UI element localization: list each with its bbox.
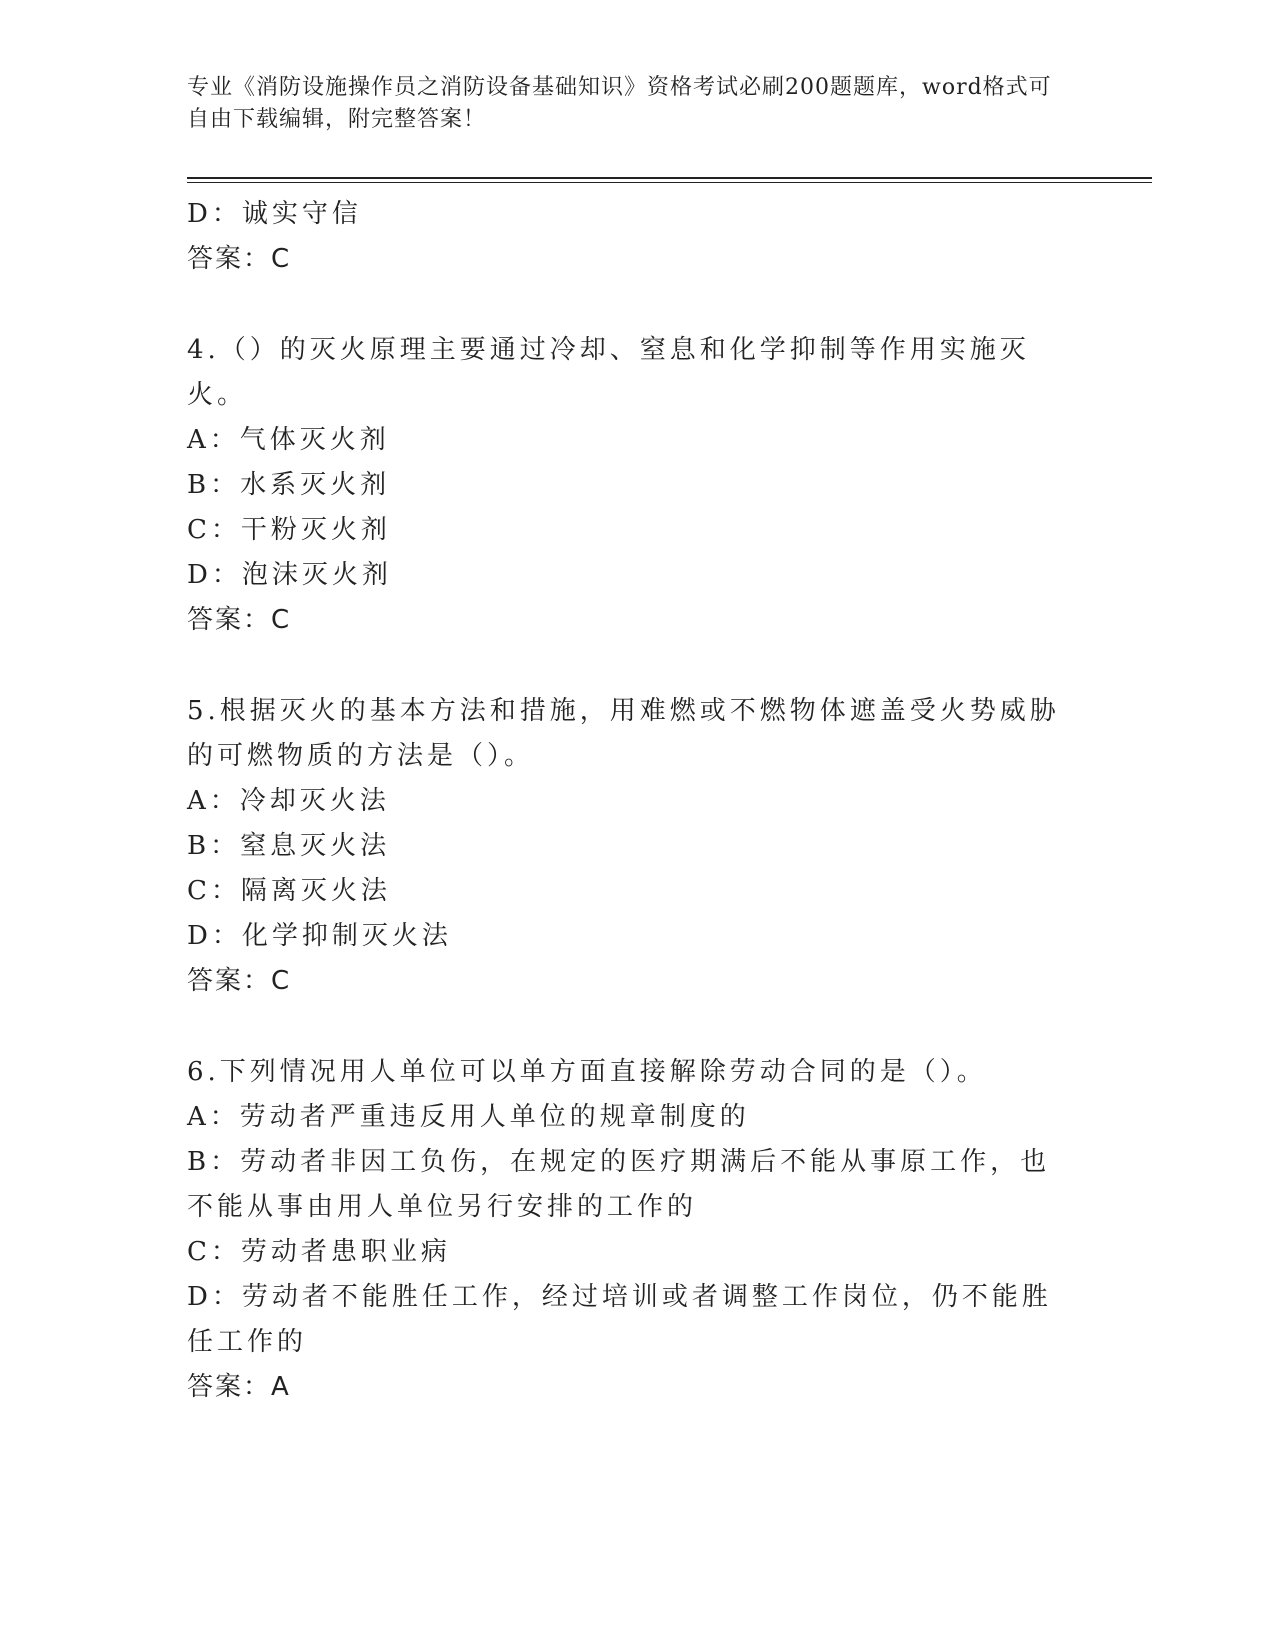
question-block xyxy=(187,689,1077,1004)
option-line: C：隔离灭火法 xyxy=(187,876,391,906)
answer-line: 答案：A xyxy=(187,1372,291,1402)
question-stem: 5.根据灭火的基本方法和措施，用难燃或不燃物体遮盖受火势威胁的可燃物质的方法是（）。 xyxy=(187,696,1060,771)
answer-line: 答案：C xyxy=(187,966,292,996)
option-line: D：化学抑制灭火法 xyxy=(187,921,452,951)
question-block xyxy=(187,192,1077,282)
question-stem: 6.下列情况用人单位可以单方面直接解除劳动合同的是（）。 xyxy=(187,1057,987,1087)
question-block xyxy=(187,1050,1077,1410)
option-line: A：气体灭火剂 xyxy=(187,425,390,455)
document-header: 专业《消防设施操作员之消防设备基础知识》资格考试必刷200题题库，word格式可自由下载编辑，附完整答案！ xyxy=(187,75,1052,132)
answer-line: 答案：C xyxy=(187,605,292,635)
option-line: D：泡沫灭火剂 xyxy=(187,560,392,590)
option-line: A：冷却灭火法 xyxy=(187,786,390,816)
header-rule-thin xyxy=(187,182,1152,183)
answer-line: 答案：C xyxy=(187,244,292,274)
option-line: D：诚实守信 xyxy=(187,199,362,229)
option-line: D：劳动者不能胜任工作，经过培训或者调整工作岗位，仍不能胜任工作的 xyxy=(187,1282,1052,1357)
option-line: C：干粉灭火剂 xyxy=(187,515,391,545)
question-list xyxy=(187,192,1077,1410)
question-stem: 4.（）的灭火原理主要通过冷却、窒息和化学抑制等作用实施灭火。 xyxy=(187,335,1030,410)
header-rule-thick xyxy=(187,177,1152,179)
option-line: B：窒息灭火法 xyxy=(187,831,391,861)
option-line: C：劳动者患职业病 xyxy=(187,1237,451,1267)
question-block xyxy=(187,328,1077,643)
option-line: B：水系灭火剂 xyxy=(187,470,391,500)
option-line: B：劳动者非因工负伤，在规定的医疗期满后不能从事原工作，也不能从事由用人单位另行安排的工作的 xyxy=(187,1147,1051,1222)
option-line: A：劳动者严重违反用人单位的规章制度的 xyxy=(187,1102,750,1132)
